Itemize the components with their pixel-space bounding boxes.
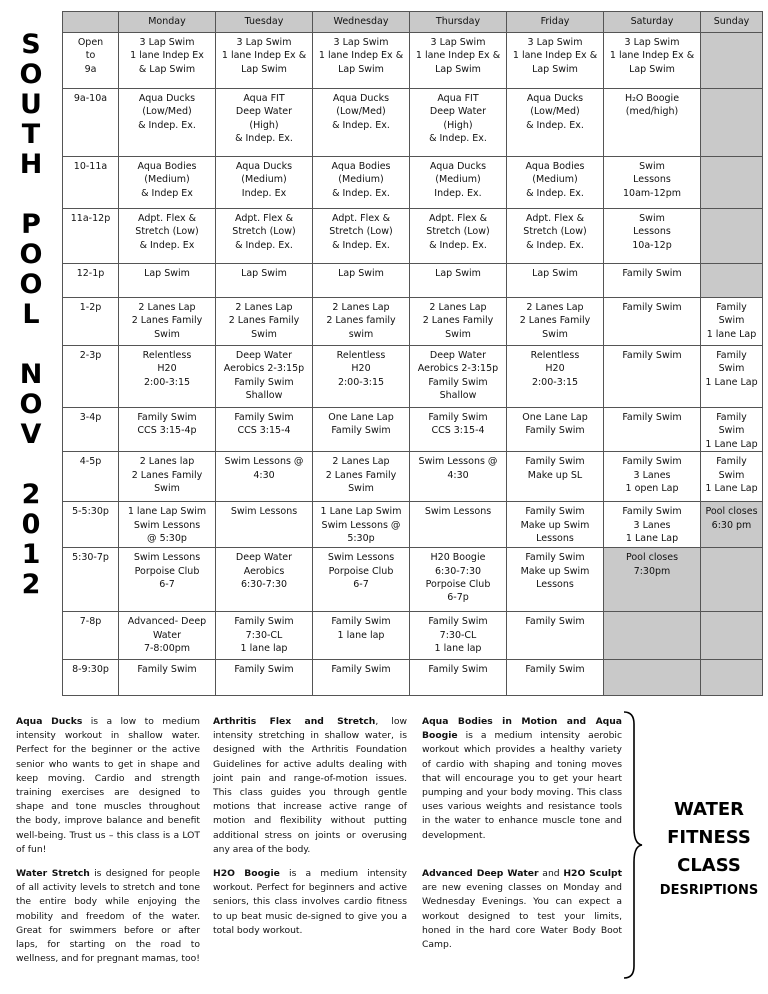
- time-slot: 8-9:30p: [63, 660, 119, 696]
- schedule-cell: [216, 502, 313, 548]
- class-label: H₂O Boogie (med/high): [624, 93, 680, 118]
- time-slot: 3-4p: [63, 408, 119, 452]
- vertical-title: [6, 30, 56, 630]
- schedule-cell: [410, 612, 507, 660]
- class-label: 2 Lanes Lap 2 Lanes Family Swim: [325, 456, 397, 495]
- class-label: 3 Lap Swim 1 lane Indep Ex & Lap Swim: [609, 37, 695, 75]
- desc-arthritis: [213, 715, 407, 857]
- section-title-line: WATER: [673, 799, 744, 820]
- schedule-cell: [313, 33, 410, 89]
- schedule-cell: [507, 33, 604, 89]
- day-header: Thursday: [410, 12, 507, 33]
- class-label: Family Swim Make up SL: [525, 456, 585, 481]
- class-label: Family Swim 1 lane Lap: [706, 302, 757, 340]
- desc-title: Advanced Deep Water: [422, 868, 539, 879]
- schedule-cell: [119, 408, 216, 452]
- schedule-cell: [604, 502, 701, 548]
- class-label: Aqua Ducks (Low/Med) & Indep. Ex.: [526, 93, 584, 131]
- schedule-cell: [701, 548, 763, 612]
- class-label: Relentless H20 2:00-3:15: [336, 350, 386, 388]
- schedule-row: [63, 298, 763, 346]
- schedule-cell: [701, 89, 763, 157]
- desc-text: is a medium intensity aerobic workout which provides a healthy variety of cardio with shaping and toning moves that will encourage you to get your heart pumping and your body moving. This class uses various weights and resistance tools in the water to enhance muscle tone and development.: [422, 730, 622, 841]
- schedule-row: [63, 89, 763, 157]
- class-label: 3 Lap Swim 1 lane Indep Ex & Lap Swim: [130, 37, 204, 75]
- schedule-row: [63, 452, 763, 502]
- schedule-cell: [507, 89, 604, 157]
- class-label: Swim Lessons: [230, 506, 298, 518]
- schedule-cell: [507, 157, 604, 209]
- time-slot: 7-8p: [63, 612, 119, 660]
- class-label: H20 Boogie 6:30-7:30 Porpoise Club 6-7p: [425, 552, 491, 604]
- desc-text: is a medium intensity workout. Perfect for beginners and active seniors, this class involves cardio fitness to up beat music de-signed to give you a total body workout.: [213, 868, 407, 936]
- schedule-row: [63, 157, 763, 209]
- class-label: Pool closes 7:30pm: [625, 552, 679, 577]
- desc-title: Aqua Bodies in Motion and Aqua Boogie: [422, 716, 622, 742]
- schedule-cell: [119, 346, 216, 408]
- schedule-cell: [313, 89, 410, 157]
- class-label: Family Swim Make up Swim Lessons: [520, 552, 590, 591]
- class-label: Family Swim: [622, 268, 682, 279]
- schedule-cell: [410, 298, 507, 346]
- desc-title: H2O Sculpt: [563, 868, 622, 879]
- class-label: Aqua Bodies (Medium) & Indep Ex: [137, 161, 197, 199]
- schedule-cell: [216, 346, 313, 408]
- class-label: Family Swim: [622, 412, 682, 423]
- class-label: Family Swim CCS 3:15-4: [428, 412, 488, 437]
- schedule-row: [63, 408, 763, 452]
- class-label: Family Swim: [622, 350, 682, 361]
- time-slot: 5:30-7p: [63, 548, 119, 612]
- class-label: Lap Swim: [435, 268, 481, 279]
- schedule-cell: [216, 612, 313, 660]
- class-label: Family Swim CCS 3:15-4p: [137, 412, 197, 437]
- section-title-line: CLASS: [677, 855, 741, 876]
- schedule-row: [63, 346, 763, 408]
- class-label: 1 lane Lap Swim Swim Lessons @ 5:30p: [127, 506, 207, 545]
- title-letter: S: [21, 29, 41, 60]
- schedule-cell: [313, 298, 410, 346]
- schedule-cell: [701, 452, 763, 502]
- section-title: [650, 796, 768, 902]
- schedule-cell: [604, 89, 701, 157]
- day-header: Wednesday: [313, 12, 410, 33]
- class-label: 3 Lap Swim 1 lane Indep Ex & Lap Swim: [512, 37, 598, 75]
- title-letter: 0: [21, 509, 41, 540]
- schedule-cell: [507, 298, 604, 346]
- desc-h2o-boogie: [213, 867, 407, 938]
- class-label: Deep Water Aerobics 6:30-7:30: [235, 552, 293, 591]
- schedule-cell: [410, 502, 507, 548]
- schedule-cell: [604, 548, 701, 612]
- class-label: Adpt. Flex & Stretch (Low) & Indep. Ex.: [426, 213, 490, 251]
- class-label: Swim Lessons Porpoise Club 6-7: [133, 552, 201, 591]
- class-label: Aqua Ducks (Low/Med) & Indep. Ex.: [332, 93, 390, 131]
- desc-title: Water Stretch: [16, 868, 90, 879]
- schedule-cell: [410, 660, 507, 696]
- schedule-cell: [119, 502, 216, 548]
- schedule-cell: [216, 33, 313, 89]
- class-label: Family Swim: [428, 664, 488, 676]
- class-label: Swim Lessons 10am-12pm: [623, 161, 681, 199]
- class-label: Aqua Ducks (Medium) Indep. Ex: [235, 161, 293, 199]
- schedule-cell: [604, 660, 701, 696]
- class-label: Aqua Bodies (Medium) & Indep. Ex.: [525, 161, 585, 199]
- desc-text: and: [538, 868, 564, 879]
- day-header: Sunday: [701, 12, 763, 33]
- class-label: 3 Lap Swim 1 lane Indep Ex & Lap Swim: [318, 37, 404, 75]
- schedule-cell: [507, 660, 604, 696]
- desc-text: is designed for people of all activity levels to stretch and tone the entire body while enjoying the mobility and freedom of the water. Great for swimmers before or after laps, for starting on the road to wellness, and for pregnant mamas, too!: [16, 868, 200, 965]
- schedule-cell: [119, 452, 216, 502]
- day-header: Monday: [119, 12, 216, 33]
- title-letter: T: [21, 119, 41, 150]
- desc-advanced-deep-water: [422, 867, 622, 952]
- schedule-cell: [216, 452, 313, 502]
- class-label: Family Swim 1 Lane Lap: [705, 412, 758, 450]
- class-label: Family Swim: [331, 664, 391, 676]
- schedule-cell: [216, 548, 313, 612]
- time-slot: 9a-10a: [63, 89, 119, 157]
- schedule-cell: [119, 157, 216, 209]
- schedule-cell: [410, 452, 507, 502]
- schedule-cell: [604, 346, 701, 408]
- desc-text: , low intensity stretching in shallow water, is designed with the Arthritis Foundation Guidelines for active adults dealing with joint pain and range-of-motion issues. This class guides you through gentle motions that increase active range of motion and flexibility without putting additional stress on joints or overusing any area of the body.: [213, 716, 407, 855]
- schedule-cell: [410, 157, 507, 209]
- class-label: Aqua Bodies (Medium) & Indep. Ex.: [331, 161, 391, 199]
- day-header: Saturday: [604, 12, 701, 33]
- schedule-cell: [216, 89, 313, 157]
- class-label: Family Swim 3 Lanes 1 open Lap: [622, 456, 682, 495]
- schedule-cell: [604, 264, 701, 298]
- schedule-cell: [119, 548, 216, 612]
- class-label: Family Swim: [525, 664, 585, 676]
- desc-title: Aqua Ducks: [16, 716, 83, 727]
- class-label: One Lane Lap Family Swim: [328, 412, 394, 437]
- schedule-cell: [410, 548, 507, 612]
- schedule-cell: [216, 264, 313, 298]
- schedule-cell: [701, 502, 763, 548]
- schedule-cell: [507, 502, 604, 548]
- class-label: Lap Swim: [532, 268, 578, 279]
- schedule-row: [63, 612, 763, 660]
- class-label: Deep Water Aerobics 2-3:15p Family Swim Shallow: [417, 350, 499, 402]
- class-label: Family Swim 7:30-CL 1 lane lap: [234, 616, 294, 655]
- class-label: Family Swim Make up Swim Lessons: [520, 506, 590, 545]
- header-corner: [63, 12, 119, 33]
- day-header-row: [63, 12, 763, 33]
- schedule-row: [63, 502, 763, 548]
- schedule-cell: [313, 209, 410, 264]
- class-label: Family Swim 1 lane lap: [331, 616, 391, 641]
- title-letter: 2: [21, 479, 41, 510]
- class-label: Aqua Ducks (Low/Med) & Indep. Ex.: [138, 93, 196, 131]
- class-label: Lap Swim: [241, 268, 287, 279]
- schedule-cell: [507, 452, 604, 502]
- class-label: Lap Swim: [338, 268, 384, 279]
- title-letter: P: [21, 209, 41, 240]
- desc-text: are new evening classes on Monday and Wednesday Evenings. You can expect a workout designed to test your limits, honed in the hard core Water Body Boot Camp.: [422, 882, 622, 951]
- class-label: Advanced- Deep Water 7-8:00pm: [127, 616, 207, 655]
- schedule-cell: [604, 452, 701, 502]
- schedule-cell: [701, 157, 763, 209]
- title-letter: O: [19, 389, 43, 420]
- class-label: 2 Lanes lap 2 Lanes Family Swim: [131, 456, 203, 495]
- schedule-cell: [119, 612, 216, 660]
- class-label: Aqua FIT Deep Water (High) & Indep. Ex.: [235, 93, 293, 145]
- schedule-row: [63, 209, 763, 264]
- title-letter: H: [19, 149, 43, 180]
- class-label: Swim Lessons @ 4:30: [224, 456, 304, 481]
- schedule-cell: [313, 660, 410, 696]
- desc-aqua-bodies: [422, 715, 622, 843]
- schedule-cell: [701, 612, 763, 660]
- schedule-cell: [604, 612, 701, 660]
- title-letter: O: [19, 269, 43, 300]
- schedule-cell: [701, 660, 763, 696]
- class-label: Swim Lessons 10a-12p: [632, 213, 672, 251]
- schedule-cell: [119, 209, 216, 264]
- schedule-cell: [701, 298, 763, 346]
- schedule-cell: [604, 157, 701, 209]
- schedule-cell: [313, 612, 410, 660]
- class-label: Family Swim: [234, 664, 294, 676]
- class-label: Adpt. Flex & Stretch (Low) & Indep. Ex.: [523, 213, 587, 251]
- schedule-row: [63, 548, 763, 612]
- day-header: Tuesday: [216, 12, 313, 33]
- schedule-cell: [119, 264, 216, 298]
- schedule-cell: [313, 502, 410, 548]
- schedule-cell: [701, 209, 763, 264]
- class-label: Family Swim CCS 3:15-4: [234, 412, 294, 437]
- schedule-cell: [216, 408, 313, 452]
- class-label: Family Swim: [137, 664, 197, 676]
- schedule-cell: [313, 346, 410, 408]
- class-label: Family Swim: [525, 616, 585, 628]
- time-slot: 11a-12p: [63, 209, 119, 264]
- title-letter: V: [20, 419, 42, 450]
- schedule-cell: [507, 408, 604, 452]
- class-label: 1 Lane Lap Swim Swim Lessons @ 5:30p: [320, 506, 402, 545]
- schedule-cell: [410, 89, 507, 157]
- schedule-cell: [216, 157, 313, 209]
- schedule-cell: [119, 660, 216, 696]
- schedule-cell: [507, 346, 604, 408]
- schedule-cell: [313, 157, 410, 209]
- time-slot: 12-1p: [63, 264, 119, 298]
- class-label: Adpt. Flex & Stretch (Low) & Indep. Ex: [135, 213, 199, 251]
- schedule-cell: [313, 452, 410, 502]
- time-slot: 1-2p: [63, 298, 119, 346]
- title-letter: U: [20, 89, 42, 120]
- class-label: Family Swim 1 Lane Lap: [705, 350, 758, 388]
- schedule-cell: [410, 346, 507, 408]
- schedule-cell: [216, 660, 313, 696]
- class-label: Relentless H20 2:00-3:15: [530, 350, 580, 388]
- schedule-cell: [313, 264, 410, 298]
- time-slot: 4-5p: [63, 452, 119, 502]
- class-label: 2 Lanes Lap 2 Lanes Family Swim: [228, 302, 300, 340]
- schedule-row: [63, 264, 763, 298]
- schedule-cell: [604, 209, 701, 264]
- title-letter: O: [19, 239, 43, 270]
- schedule-cell: [119, 298, 216, 346]
- class-label: Family Swim 3 Lanes 1 Lane Lap: [622, 506, 682, 545]
- desc-water-stretch: [16, 867, 200, 966]
- schedule-cell: [701, 408, 763, 452]
- schedule-cell: [507, 612, 604, 660]
- desc-title: H2O Boogie: [213, 868, 280, 879]
- class-label: Aqua FIT Deep Water (High) & Indep. Ex.: [429, 93, 487, 145]
- desc-title: Arthritis Flex and Stretch: [213, 716, 376, 727]
- class-label: Family Swim 7:30-CL 1 lane lap: [428, 616, 488, 655]
- schedule-row: [63, 33, 763, 89]
- desc-text: is a low to medium intensity workout in shallow water. Perfect for the beginner or the active senior who wants to get in shape and keep moving. Cardio and strength training exercises are designed to shape and tone muscles throughout the body, improve balance and benefit well-being. Trust us – this class is a LOT of fun!: [16, 716, 200, 855]
- schedule-cell: [410, 209, 507, 264]
- schedule-cell: [604, 298, 701, 346]
- class-label: Swim Lessons @ 4:30: [418, 456, 498, 481]
- class-label: Pool closes 6:30 pm: [705, 506, 758, 531]
- time-slot: Open to 9a: [63, 33, 119, 89]
- day-header: Friday: [507, 12, 604, 33]
- schedule-cell: [410, 33, 507, 89]
- desc-aqua-ducks: [16, 715, 200, 857]
- class-label: Deep Water Aerobics 2-3:15p Family Swim Shallow: [223, 350, 305, 402]
- title-letter: L: [22, 299, 40, 330]
- schedule-cell: [410, 408, 507, 452]
- class-label: Relentless H20 2:00-3:15: [142, 350, 192, 388]
- schedule-cell: [604, 408, 701, 452]
- schedule-cell: [701, 264, 763, 298]
- schedule-cell: [216, 298, 313, 346]
- schedule-cell: [119, 33, 216, 89]
- schedule-cell: [604, 33, 701, 89]
- schedule-cell: [507, 548, 604, 612]
- title-letter: 1: [21, 539, 41, 570]
- curly-brace: [622, 710, 644, 980]
- time-slot: 5-5:30p: [63, 502, 119, 548]
- title-letter: 2: [21, 569, 41, 600]
- schedule-cell: [507, 209, 604, 264]
- class-label: Family Swim 1 Lane Lap: [705, 456, 758, 495]
- schedule-row: [63, 660, 763, 696]
- class-label: Swim Lessons Porpoise Club 6-7: [327, 552, 395, 591]
- schedule-cell: [410, 264, 507, 298]
- time-slot: 2-3p: [63, 346, 119, 408]
- section-title-line: DESRIPTIONS: [659, 883, 759, 898]
- class-label: 2 Lanes Lap 2 Lanes family swim: [326, 302, 396, 340]
- class-label: 2 Lanes Lap 2 Lanes Family Swim: [519, 302, 591, 340]
- class-label: Lap Swim: [144, 268, 190, 279]
- class-label: Adpt. Flex & Stretch (Low) & Indep. Ex.: [329, 213, 393, 251]
- schedule-cell: [507, 264, 604, 298]
- class-label: 2 Lanes Lap 2 Lanes Family Swim: [131, 302, 203, 340]
- class-label: One Lane Lap Family Swim: [522, 412, 588, 437]
- schedule-cell: [313, 548, 410, 612]
- class-label: 2 Lanes Lap 2 Lanes Family Swim: [422, 302, 494, 340]
- schedule-cell: [119, 89, 216, 157]
- title-letter: N: [19, 359, 43, 390]
- schedule-cell: [701, 346, 763, 408]
- class-label: Aqua Ducks (Medium) Indep. Ex.: [429, 161, 487, 199]
- title-letter: O: [19, 59, 43, 90]
- schedule-cell: [701, 33, 763, 89]
- schedule-cell: [216, 209, 313, 264]
- pool-schedule-table: [62, 11, 763, 696]
- class-label: Family Swim: [622, 302, 682, 313]
- schedule-cell: [313, 408, 410, 452]
- time-slot: 10-11a: [63, 157, 119, 209]
- class-label: Adpt. Flex & Stretch (Low) & Indep. Ex.: [232, 213, 296, 251]
- section-title-line: FITNESS: [667, 827, 751, 848]
- class-label: Swim Lessons: [424, 506, 492, 518]
- class-label: 3 Lap Swim 1 lane Indep Ex & Lap Swim: [221, 37, 307, 75]
- class-label: 3 Lap Swim 1 lane Indep Ex & Lap Swim: [415, 37, 501, 75]
